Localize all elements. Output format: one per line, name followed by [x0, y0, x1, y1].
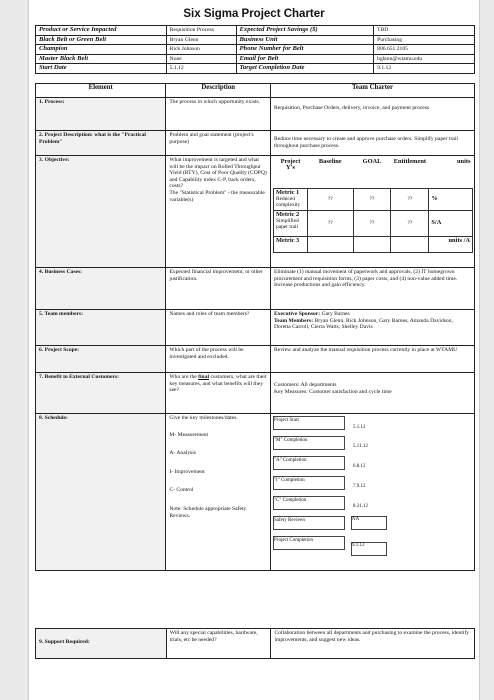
metric-1-sub: Reduced complexity: [276, 195, 301, 208]
sched-label-4: "C" Completion: [274, 498, 307, 503]
sched-item-3: [273, 476, 345, 490]
charter-project-description: [271, 131, 475, 156]
sched-date-2: 6.8.12: [353, 464, 366, 469]
metric-1-baseline: ??: [307, 188, 353, 210]
desc-project-scope: Which part of the process will be investigated and excluded.: [166, 346, 271, 373]
desc-ext-c: customers, what are their key measures, and what benefits will they see?: [169, 374, 267, 394]
value-savings: TBD: [374, 26, 475, 36]
label-business-unit: Business Unit: [236, 35, 374, 45]
desc-ext-a: Who are the: [169, 374, 197, 380]
value-champion: Rick Johnson: [166, 45, 236, 55]
key-measures-line: Key Measures: Customer satisfaction and cycle time: [274, 388, 392, 395]
desc-objective: [166, 156, 271, 268]
page-title: Six Sigma Project Charter: [183, 8, 325, 20]
value-product: Requisition Process: [166, 26, 236, 36]
metrics-head-goal: GOAL: [362, 158, 382, 165]
label-email: Email for Belt: [236, 54, 374, 64]
element-team-members: 5. Team members:: [36, 310, 166, 346]
desc-objective-text: What improvement is targeted and what will be the impact on Rolled Throughput Yield (RTY), Cost of Poor Quality (COPQ) and Capability index C-P, back orders, costs?: [169, 157, 267, 190]
metrics-head-baseline: Baseline: [318, 158, 342, 165]
metric-2: [274, 210, 308, 236]
desc-external-customers: [166, 373, 271, 414]
sched-label-1: "M" Completion: [274, 438, 308, 443]
metrics-head-y: Project Y's: [280, 158, 301, 171]
metric-2-goal: ??: [353, 210, 391, 236]
metric-2-baseline: ??: [307, 210, 353, 236]
sched-date-4: 8.31.12: [353, 504, 368, 509]
label-belt: Black Belt or Green Belt: [36, 35, 167, 45]
label-product: Product or Service Impacted: [36, 26, 167, 36]
sched-desc-note: Note: Schedule appropriate Safety Reviews.: [169, 505, 247, 519]
metric-1: [274, 188, 308, 210]
label-savings: Expected Project Savings ($): [236, 26, 374, 36]
metric-3-units: units /A: [429, 236, 473, 252]
sched-date-1: 5.11.12: [353, 444, 368, 449]
members-label: Team Members:: [274, 317, 314, 324]
col-description: Description: [166, 84, 271, 98]
metrics-head-units: units: [457, 158, 471, 165]
metric-1-units: %: [429, 188, 473, 210]
label-phone: Phone Number for Belt: [236, 45, 374, 55]
col-element: Element: [36, 84, 166, 98]
sched-label-2: "A" Completion: [274, 458, 307, 463]
sched-item-0: [273, 416, 345, 430]
metrics-table: [273, 158, 473, 253]
schedule-list: [273, 416, 472, 568]
value-master-black-belt: None: [166, 54, 236, 64]
header-table: [35, 25, 475, 74]
charter-team-members: [271, 310, 475, 346]
element-schedule: 8. Schedule:: [36, 414, 166, 571]
label-start-date: Start Date: [36, 64, 167, 74]
desc-ext-final: final: [198, 374, 210, 380]
charter-page: [28, 0, 480, 700]
value-business-unit: Purchasing: [374, 35, 475, 45]
value-target-date: 9.1.12: [374, 64, 475, 74]
sched-desc-milestones: Give the key milestones/dates.: [169, 415, 238, 421]
charter-table: [35, 83, 475, 571]
value-belt: Bryan Glenn: [166, 35, 236, 45]
metric-3-baseline: [307, 236, 353, 252]
metric-3-goal: [353, 236, 391, 252]
schedule-cell: [271, 414, 475, 571]
sched-desc-m: M- Measurement: [169, 431, 209, 438]
sched-desc-i: I- Improvement: [169, 468, 205, 475]
element-business-cases: 4. Business Cases:: [36, 268, 166, 310]
sched-label-0: Project Start: [274, 418, 299, 423]
metric-1-goal: ??: [353, 188, 391, 210]
element-process: 1. Process:: [36, 98, 166, 131]
sponsor-name: Gary Barnes: [321, 311, 350, 317]
metric-1-entitlement: ??: [391, 188, 429, 210]
sched-desc-a: A- Analysis: [169, 450, 196, 457]
metric-2-units: S/A: [429, 210, 473, 236]
sched-item-4: [273, 496, 345, 510]
members-line: [274, 318, 471, 331]
desc-process: The process in which opportunity exists.: [166, 98, 271, 131]
value-email: bglenn@wtamu.edu: [374, 54, 475, 64]
metrics-cell: [271, 156, 475, 268]
desc-support-required: Will any special capabilities, hardware, trials, etc be needed?: [166, 629, 271, 659]
charter-support-required: Collaboration between all departments and purchasing to examine the process, identify improvements, and suggest new ideas.: [271, 629, 475, 659]
desc-business-cases: Expected financial improvement, or other justification.: [166, 268, 271, 310]
charter-project-scope: Review and analyze the manual requisition process currently in place at WTAMU: [271, 346, 475, 373]
value-start-date: 5.1.12: [166, 64, 236, 74]
label-champion: Champion: [36, 45, 167, 55]
desc-objective-stat: The "Statistical Problem" - the measurable variable(s): [169, 189, 265, 203]
desc-project-description: Problem and goal statement (project's purpose): [166, 131, 271, 156]
sched-item-5: [273, 516, 345, 530]
sched-date-0: 5.1.12: [353, 425, 366, 430]
support-table: [35, 628, 475, 659]
metric-3-name: Metric 3: [274, 236, 308, 252]
charter-process-text: Requisition, Purchase Orders, delivery, invoice, and payment process: [274, 105, 430, 111]
sponsor-label: Executive Sponsor:: [274, 311, 321, 317]
sched-item-6: [273, 536, 345, 550]
sched-desc-c: C- Control: [169, 487, 194, 494]
element-objective: 3. Objective:: [36, 156, 166, 268]
desc-schedule: [166, 414, 271, 571]
metric-2-entitlement: ??: [391, 210, 429, 236]
sched-date-3: 7.9.12: [353, 484, 366, 489]
charter-business-cases: Eliminate (1) manual movement of paperwork and approvals, (2) IT homegrown procurement and requisition forms, (3) paper costs, and (4) non-value added time. Increase productions and gain efficiency.: [271, 268, 475, 310]
charter-process: [271, 98, 475, 131]
sched-label-3: "I" Completion: [274, 478, 305, 483]
element-project-description: 2. Project Description: what is the "Practical Problem": [36, 131, 166, 156]
sched-item-2: [273, 456, 345, 470]
metric-1-name: Metric 1: [276, 188, 300, 196]
metric-3-entitlement: [391, 236, 429, 252]
sched-label-6: Project Completion: [274, 538, 314, 543]
sponsor-line: [274, 311, 471, 318]
sched-date-5: NA: [351, 516, 387, 530]
charter-project-description-text: Reduce time necessary to create and approve purchase orders. Simplify paper trail throughout purchase process.: [274, 136, 458, 149]
desc-team-members: Names and roles of team members?: [166, 310, 271, 346]
label-master-black-belt: Master Black Belt: [36, 54, 167, 64]
element-external-customers: 7. Benefit to External Customers:: [36, 373, 166, 414]
sched-item-1: [273, 436, 345, 450]
metrics-head-entitlement: Entitlement: [393, 158, 427, 165]
sched-date-6: 9.1.12: [351, 542, 387, 556]
sched-label-5: Safety Reviews: [274, 518, 306, 523]
value-phone: 806.651.2105: [374, 45, 475, 55]
element-project-scope: 6. Project Scope:: [36, 346, 166, 373]
metric-2-sub: Simplified paper trail: [276, 217, 299, 230]
members-names: Bryan Glenn, Rick Johnson, Gary Barnes, Amanda Davidson, Doretta Carroll, Cierra Watts, Shelley Davis: [274, 317, 453, 331]
col-team-charter: Team Charter: [271, 84, 475, 98]
metric-2-name: Metric 2: [276, 210, 300, 218]
charter-external-customers: [271, 373, 475, 414]
label-target-date: Target Completion Date: [236, 64, 374, 74]
element-support-required: 9. Support Required:: [36, 629, 167, 659]
customers-line: Customers: All departments: [274, 382, 337, 388]
